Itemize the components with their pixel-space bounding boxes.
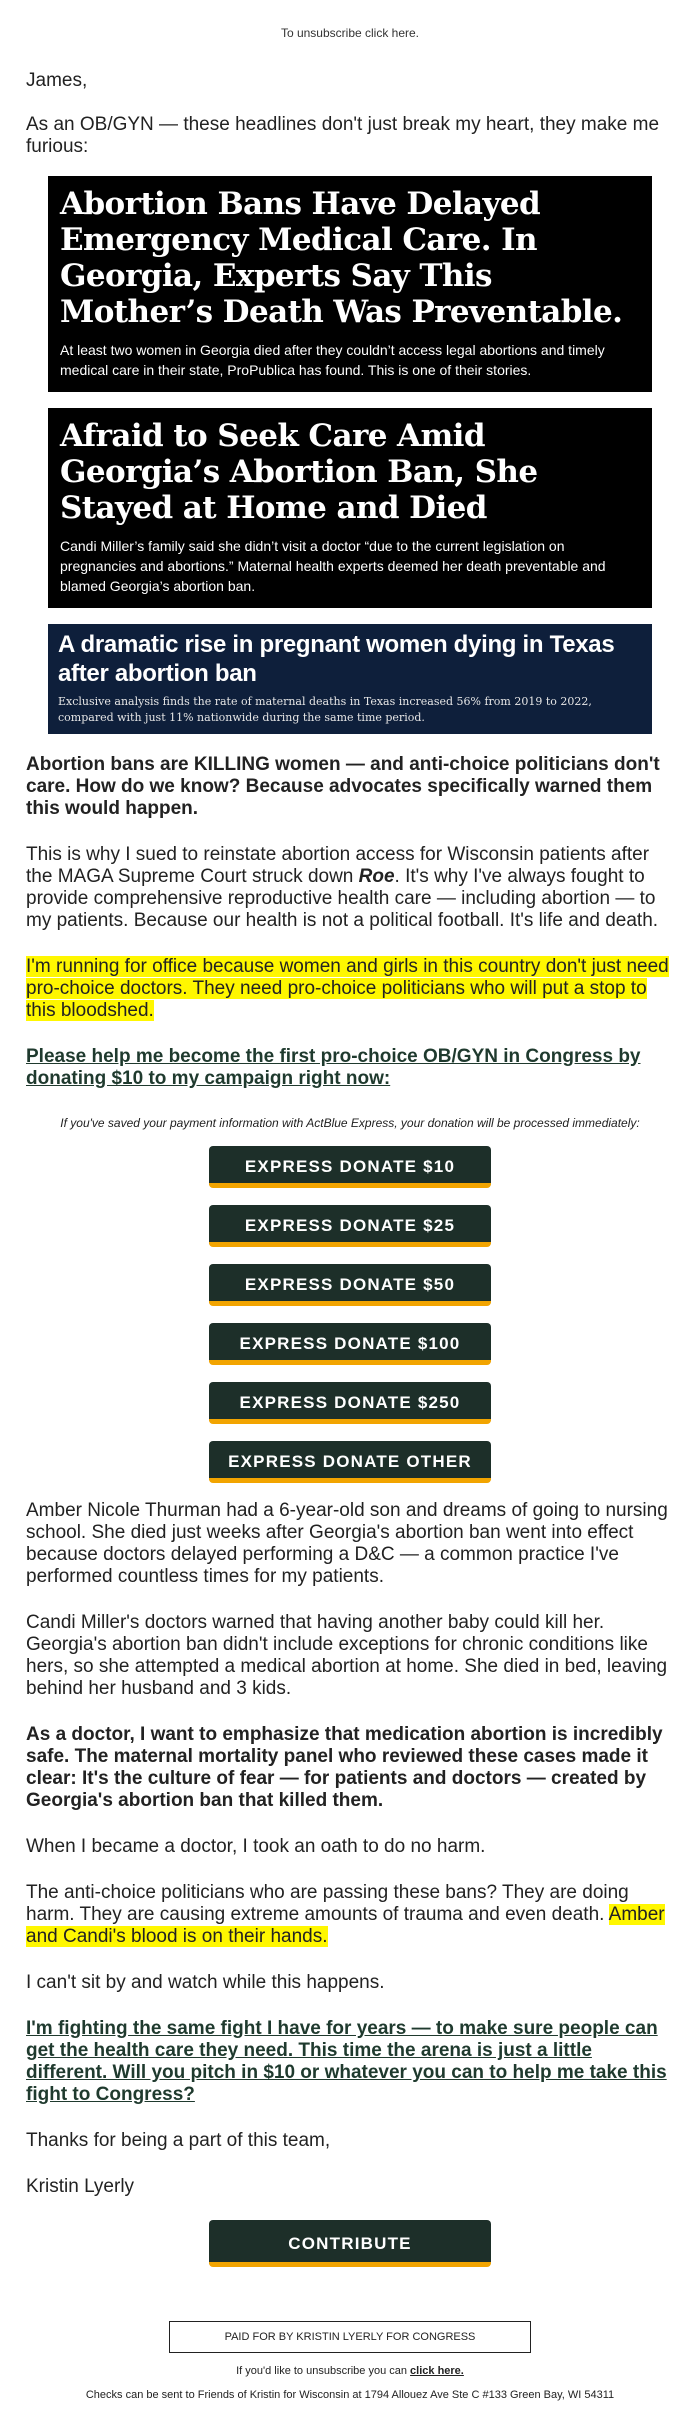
running-paragraph bbox=[26, 956, 674, 1022]
headline-title: Abortion Bans Have Delayed Emergency Medical Care. In Georgia, Experts Say This Mother’s Death Was Preventable. bbox=[60, 186, 623, 330]
paid-for-disclaimer: PAID FOR BY KRISTIN LYERLY FOR CONGRESS bbox=[169, 2321, 531, 2353]
signature: Kristin Lyerly bbox=[26, 2176, 135, 2197]
express-donate-250-button[interactable]: EXPRESS DONATE $250 bbox=[209, 1382, 491, 1424]
killing-paragraph: Abortion bans are KILLING women — and anti-choice politicians don't care. How do we know? Because advocates specifically warned them this would happen. bbox=[26, 754, 660, 819]
doctor-paragraph: As a doctor, I want to emphasize that medication abortion is incredibly safe. The maternal mortality panel who reviewed these cases made it clear: It's the culture of fear — for patients and doctors — created by Georgia's abortion ban that killed them. bbox=[26, 1724, 663, 1811]
headline-image-candi-miller[interactable] bbox=[48, 408, 652, 608]
headline-image-texas[interactable] bbox=[48, 624, 652, 734]
fight-link-paragraph bbox=[26, 2018, 674, 2106]
actblue-note: If you've saved your payment information with ActBlue Express, your donation will be processed immediately: bbox=[60, 1116, 640, 1130]
candi-paragraph: Candi Miller's doctors warned that having another baby could kill her. Georgia's abortion ban didn't include exceptions for chronic conditions like hers, so she attempted a medical abortion at home. She died in bed, leaving behind her husband and 3 kids. bbox=[26, 1612, 668, 1699]
sit-paragraph: I can't sit by and watch while this happens. bbox=[26, 1972, 385, 1993]
headline-title: A dramatic rise in pregnant women dying in Texas after abortion ban bbox=[58, 631, 615, 687]
footer-unsubscribe-link[interactable]: click here. bbox=[410, 2365, 464, 2377]
harm-text: The anti-choice politicians who are passing these bans? They are doing harm. They are causing extreme amounts of trauma and even death. bbox=[26, 1882, 629, 1925]
headline-subtitle: Exclusive analysis finds the rate of maternal deaths in Texas increased 56% from 2019 to 2022, compared with just 11% nationwide during the same time period. bbox=[58, 695, 592, 724]
thanks-line: Thanks for being a part of this team, bbox=[26, 2130, 331, 2151]
sued-text-part1: This is why I sued to reinstate abortion access for Wisconsin patients after the MAGA Supreme Court struck down bbox=[26, 844, 650, 887]
express-donate-other-button[interactable]: EXPRESS DONATE OTHER bbox=[209, 1441, 491, 1483]
donate-link[interactable]: Please help me become the first pro-choice OB/GYN in Congress by donating $10 to my campaign right now: bbox=[26, 1046, 641, 1089]
express-donate-25-button[interactable]: EXPRESS DONATE $25 bbox=[209, 1205, 491, 1247]
help-link-paragraph bbox=[26, 1046, 674, 1090]
express-donate-50-button[interactable]: EXPRESS DONATE $50 bbox=[209, 1264, 491, 1306]
top-unsubscribe-link[interactable]: To unsubscribe click here. bbox=[280, 26, 420, 40]
footer-address: Checks can be sent to Friends of Kristin for Wisconsin at 1794 Allouez Ave Ste C #133 Green Bay, WI 54311 bbox=[85, 2389, 615, 2401]
running-highlight: I'm running for office because women and girls in this country don't just need pro-choice doctors. They need pro-choice politicians who will put a stop to this bloodshed. bbox=[26, 956, 669, 1021]
express-donate-100-button[interactable]: EXPRESS DONATE $100 bbox=[209, 1323, 491, 1365]
sued-paragraph bbox=[26, 844, 674, 932]
fight-donate-link[interactable]: I'm fighting the same fight I have for years — to make sure people can get the health care they need. This time the arena is just a little different. Will you pitch in $10 or whatever you can to help me take this fight to Congress? bbox=[26, 2018, 667, 2105]
greeting: James, bbox=[26, 70, 88, 91]
express-donate-10-button[interactable]: EXPRESS DONATE $10 bbox=[209, 1146, 491, 1188]
intro-paragraph: As an OB/GYN — these headlines don't just break my heart, they make me furious: bbox=[26, 114, 660, 157]
headline-subtitle: At least two women in Georgia died after they couldn’t access legal abortions and timely medical care in their state, ProPublica has found. This is one of their stories. bbox=[60, 342, 605, 378]
roe-text: Roe bbox=[358, 866, 395, 887]
amber-paragraph: Amber Nicole Thurman had a 6-year-old son and dreams of going to nursing school. She died just weeks after Georgia's abortion ban went into effect because doctors delayed performing a D&C — a common practice I've performed countless times for my patients. bbox=[26, 1500, 668, 1587]
footer-unsub-prefix: If you'd like to unsubscribe you can bbox=[236, 2365, 411, 2377]
oath-paragraph: When I became a doctor, I took an oath to do no harm. bbox=[26, 1836, 486, 1857]
headline-image-propublica[interactable] bbox=[48, 176, 652, 392]
harm-paragraph bbox=[26, 1882, 674, 1948]
footer-unsubscribe bbox=[0, 2365, 700, 2377]
headline-subtitle: Candi Miller’s family said she didn’t visit a doctor “due to the current legislation on pregnancies and abortions.” Maternal health experts deemed her death preventable and blamed Georgia’s abortion ban. bbox=[60, 538, 606, 594]
donate-buttons bbox=[26, 1146, 674, 1483]
harm-highlight: Amber and Candi's blood is on their hands. bbox=[26, 1904, 665, 1947]
email-body bbox=[0, 70, 700, 2267]
headline-title: Afraid to Seek Care Amid Georgia’s Abortion Ban, She Stayed at Home and Died bbox=[60, 418, 538, 526]
contribute-button[interactable]: CONTRIBUTE bbox=[209, 2220, 491, 2267]
sued-text-part2: . It's why I've always fought to provide comprehensive reproductive health care — including abortion — to my patients. Because our health is not a political football. It's life and death. bbox=[26, 866, 659, 931]
